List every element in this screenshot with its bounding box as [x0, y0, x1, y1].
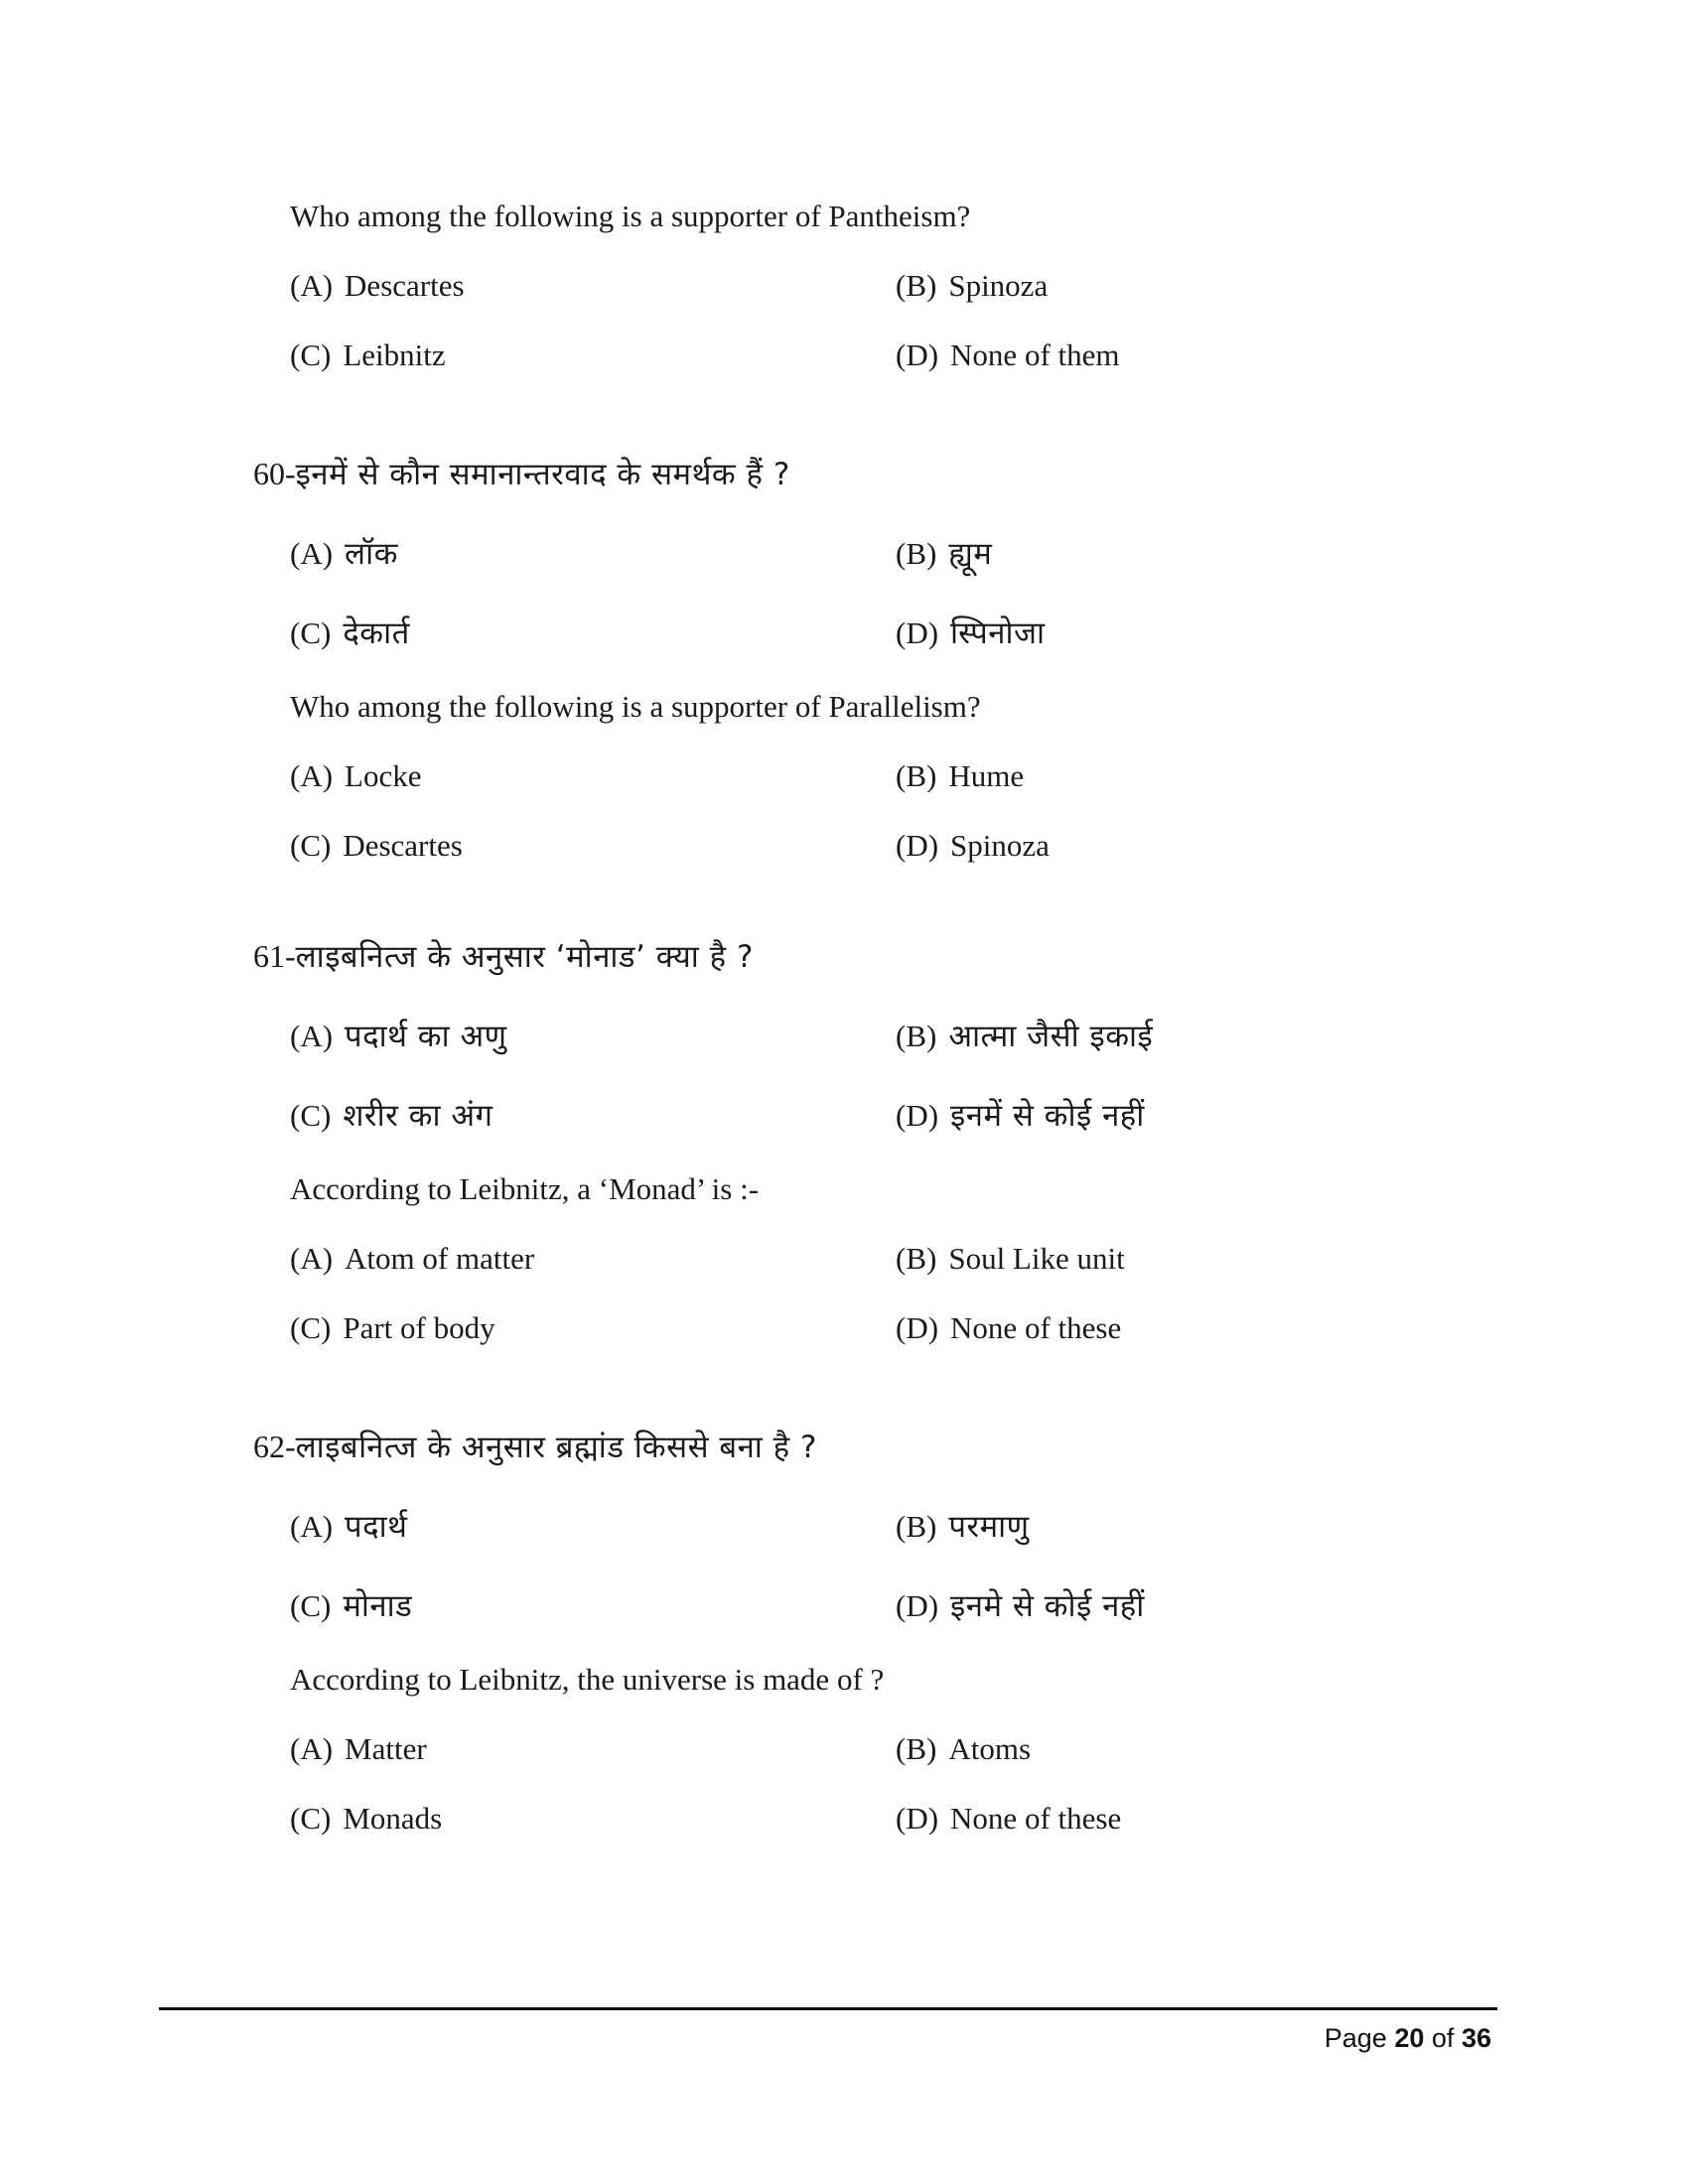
q62-hi-option-c: (C) मोनाड [290, 1588, 413, 1624]
q60-hi-option-c: (C) देकार्त [290, 615, 410, 651]
q60-en-option-b: (B) Hume [896, 758, 1025, 793]
q60-hi-option-a: (A) लॉक [290, 536, 398, 572]
q62-en-question: According to Leibnitz, the universe is made of ? [290, 1662, 885, 1697]
q59-en-option-b: (B) Spinoza [896, 268, 1049, 303]
footer-divider [159, 2007, 1497, 2010]
q59-en-option-a: (A) Descartes [290, 268, 465, 303]
page-number: Page 20 of 36 [1324, 2023, 1491, 2053]
question-number: 62- [253, 1429, 296, 1464]
q60-en-option-c: (C) Descartes [290, 828, 463, 863]
q59-en-question: Who among the following is a supporter of Pantheism? [290, 199, 971, 233]
q61-hi-option-c: (C) शरीर का अंग [290, 1098, 493, 1134]
q61-hi-option-b: (B) आत्मा जैसी इकाई [896, 1019, 1154, 1054]
q60-hi-option-d: (D) स्पिनोजा [896, 615, 1046, 651]
q61-hi-option-a: (A) पदार्थ का अणु [290, 1019, 507, 1054]
q62-hi-option-b: (B) परमाणु [896, 1509, 1030, 1545]
q62-hi-option-a: (A) पदार्थ [290, 1509, 408, 1545]
q61-en-option-a: (A) Atom of matter [290, 1241, 535, 1276]
q61-hi-question: 61-लाइबनित्ज के अनुसार ‘मोनाड’ क्या है ? [253, 938, 754, 975]
q60-en-option-a: (A) Locke [290, 758, 422, 793]
q60-hi-question: 60-इनमें से कौन समानान्तरवाद के समर्थक हैं ? [253, 456, 790, 492]
q61-en-option-b: (B) Soul Like unit [896, 1241, 1125, 1276]
q62-en-option-b: (B) Atoms [896, 1731, 1032, 1766]
q60-en-option-d: (D) Spinoza [896, 828, 1050, 863]
q61-hi-option-d: (D) इनमें से कोई नहीं [896, 1098, 1145, 1134]
q59-en-option-d: (D) None of them [896, 338, 1120, 372]
q61-en-question: According to Leibnitz, a ‘Monad’ is :- [290, 1171, 760, 1206]
q62-hi-option-d: (D) इनमे से कोई नहीं [896, 1588, 1145, 1624]
q61-en-option-c: (C) Part of body [290, 1310, 495, 1345]
question-number: 61- [253, 938, 296, 974]
q62-en-option-c: (C) Monads [290, 1801, 443, 1836]
q62-hi-question: 62-लाइबनित्ज के अनुसार ब्रह्मांड किससे बना है ? [253, 1429, 817, 1465]
q62-en-option-a: (A) Matter [290, 1731, 427, 1766]
q62-en-option-d: (D) None of these [896, 1801, 1122, 1836]
q59-en-option-c: (C) Leibnitz [290, 338, 446, 372]
q61-en-option-d: (D) None of these [896, 1310, 1122, 1345]
question-number: 60- [253, 456, 296, 491]
q60-hi-option-b: (B) ह्यूम [896, 536, 993, 572]
q60-en-question: Who among the following is a supporter of Parallelism? [290, 689, 981, 724]
